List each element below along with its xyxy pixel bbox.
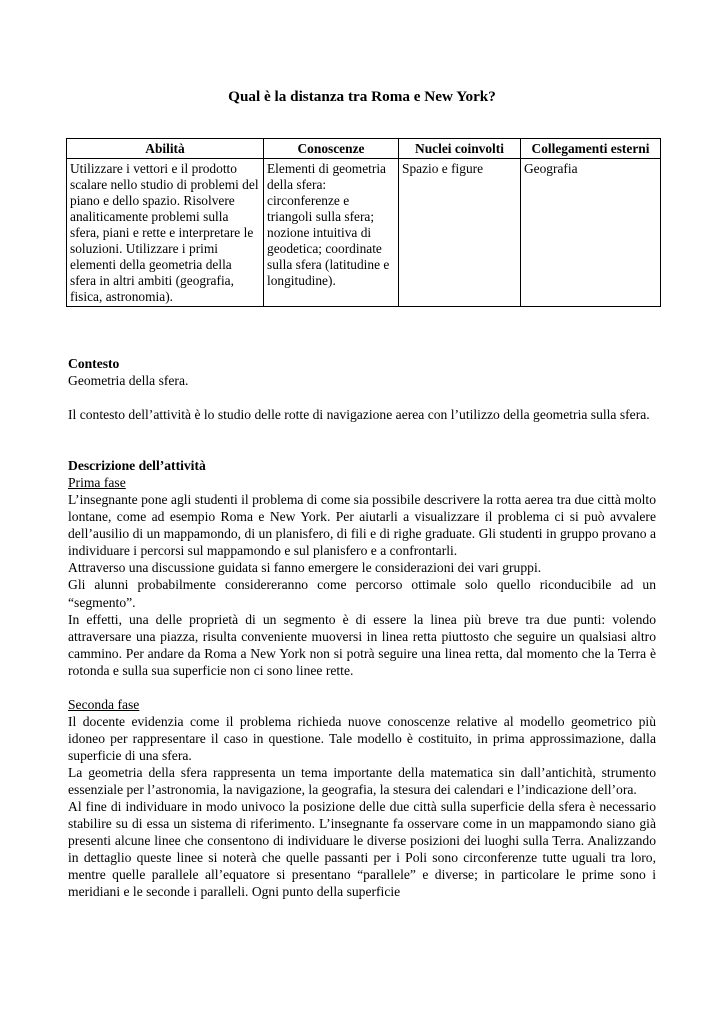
contesto-heading: Contesto xyxy=(68,356,120,371)
prima-fase-paragraph: L’insegnante pone agli studenti il problema di come sia possibile descrivere la rotta aerea tra due città molto lontane, come ad esempio Roma e New York. Per aiutarli a visualizzare il problema ci si può avvalere dell’ausilio di un mappamondo, di un planisfero, di fili e di righe graduate. Gli studenti in gruppo provano a individuare i percorsi sul mappamondo e sul planisfero e a confrontarli. xyxy=(68,492,656,559)
header-conoscenze: Conoscenze xyxy=(264,139,399,159)
contesto-line-1: Geometria della sfera. xyxy=(68,373,189,389)
table-row xyxy=(67,159,661,307)
page-title: Qual è la distanza tra Roma e New York? xyxy=(228,88,496,105)
prima-fase-paragraph: Attraverso una discussione guidata si fanno emergere le considerazioni dei vari gruppi. xyxy=(68,560,542,576)
seconda-fase-paragraph: Al fine di individuare in modo univoco la posizione delle due città sulla superficie della sfera è necessario stabilire su di essa un sistema di riferimento. L’insegnante fa osservare come in un mappamondo siano già presenti alcune linee che consentono di individuare le diverse posizioni dei luoghi sulla Terra. Analizzando in dettaglio queste linee si noterà che quelle passanti per i Poli sono circonferenze tutte uguali tra loro, mentre quelle parallele all’equatore si presentano “parallele” e diverse; in particolare le prime sono i meridiani e le seconde i paralleli. Ogni punto della superficie xyxy=(68,799,656,900)
header-nuclei: Nuclei coinvolti xyxy=(399,139,521,159)
cell-nuclei: Spazio e figure xyxy=(399,159,521,307)
cell-abilita: Utilizzare i vettori e il prodotto scalare nello studio di problemi del piano e dello spazio. Risolvere analiticamente problemi sulla sfera, piani e rette e interpretare le soluzioni. Utilizzare i primi elementi della geometria della sfera in altri ambiti (geografia, fisica, astronomia). xyxy=(67,159,264,307)
cell-collegamenti: Geografia xyxy=(521,159,661,307)
seconda-fase-paragraph: La geometria della sfera rappresenta un tema importante della matematica sin dall’antichità, strumento essenziale per l’astronomia, la navigazione, la geografia, la stesura dei calendari e l’indicazione dell’ora. xyxy=(68,764,656,797)
competence-table xyxy=(66,138,661,307)
prima-fase-heading: Prima fase xyxy=(68,475,126,491)
document-body xyxy=(68,355,656,900)
seconda-fase-paragraph: Il docente evidenzia come il problema richieda nuove conoscenze relative al modello geometrico più idoneo per rappresentare il caso in questione. Tale modello è costituito, in prima approssimazione, dalla superficie di una sfera. xyxy=(68,713,656,763)
seconda-fase-heading: Seconda fase xyxy=(68,696,140,712)
descrizione-heading: Descrizione dell’attività xyxy=(68,458,206,474)
prima-fase-paragraph: In effetti, una delle proprietà di un segmento è di essere la linea più breve tra due punti: volendo attraversare una piazza, risulta conveniente muoversi in linea retta piuttosto che seguire un qualsiasi altro cammino. Per andare da Roma a New York non si potrà seguire una linea retta, dal momento che la Terra è rotonda e sulla sua superficie non ci sono linee rette. xyxy=(68,611,656,678)
contesto-line-2: Il contesto dell’attività è lo studio delle rotte di navigazione aerea con l’utilizzo della geometria sulla sfera. xyxy=(68,407,650,423)
header-abilita: Abilità xyxy=(67,139,264,159)
prima-fase-paragraph: Gli alunni probabilmente considereranno come percorso ottimale solo quello riconducibile ad un “segmento”. xyxy=(68,577,656,610)
table-header-row xyxy=(67,139,661,159)
cell-conoscenze: Elementi di geometria della sfera: circonferenze e triangoli sulla sfera; nozione intuitiva di geodetica; coordinate sulla sfera (latitudine e longitudine). xyxy=(264,159,399,307)
header-collegamenti: Collegamenti esterni xyxy=(521,139,661,159)
